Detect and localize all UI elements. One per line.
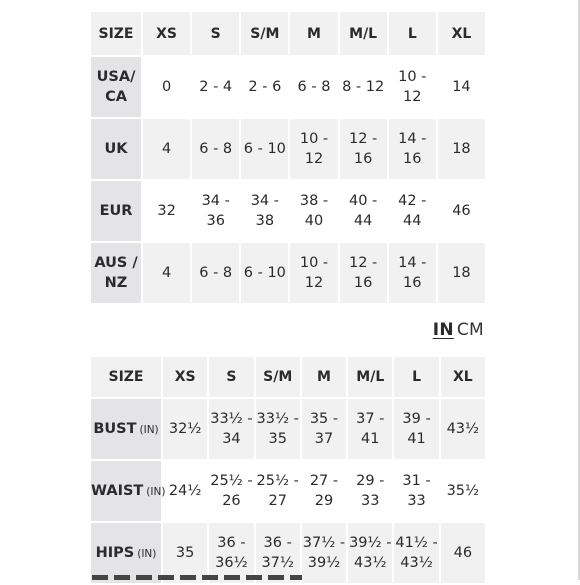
table-cell: 27 - 29 bbox=[302, 461, 346, 521]
table-cell: 10 - 12 bbox=[290, 243, 337, 303]
table-cell: 35 - 37 bbox=[302, 399, 346, 459]
table-cell: 14 - 16 bbox=[389, 119, 436, 179]
table-cell: 4 bbox=[143, 243, 190, 303]
row-label-eur: EUR bbox=[91, 181, 141, 241]
table-header-row bbox=[91, 357, 485, 397]
table-cell: 25½ - 26 bbox=[209, 461, 253, 521]
table-row bbox=[91, 399, 485, 459]
table-cell: 14 bbox=[438, 57, 485, 117]
row-label-unit: (IN) bbox=[139, 423, 159, 436]
table-cell: 41½ - 43½ bbox=[394, 523, 438, 583]
table-row bbox=[91, 243, 485, 303]
table-cell: 2 - 4 bbox=[192, 57, 239, 117]
row-label-hips bbox=[91, 523, 161, 583]
row-label-waist bbox=[91, 461, 166, 521]
table-cell: 37 - 41 bbox=[348, 399, 392, 459]
header-cell: L bbox=[389, 12, 436, 55]
table-cell: 37½ - 39½ bbox=[302, 523, 346, 583]
header-cell: S/M bbox=[241, 12, 288, 55]
header-cell: S bbox=[209, 357, 253, 397]
table-cell: 24½ bbox=[163, 461, 207, 521]
cropped-content-strip bbox=[92, 575, 302, 580]
table-cell: 35½ bbox=[441, 461, 485, 521]
header-cell: XS bbox=[163, 357, 207, 397]
row-label-text: WAIST bbox=[91, 482, 144, 499]
table-cell: 6 - 8 bbox=[192, 243, 239, 303]
table-cell: 10 - 12 bbox=[290, 119, 337, 179]
table-cell: 6 - 8 bbox=[192, 119, 239, 179]
table-header-row bbox=[91, 12, 485, 55]
row-label-bust bbox=[91, 399, 161, 459]
header-cell: XL bbox=[441, 357, 485, 397]
header-cell: M bbox=[290, 12, 337, 55]
table-cell: 39 - 41 bbox=[394, 399, 438, 459]
table-cell: 32½ bbox=[163, 399, 207, 459]
table-cell: 39½ - 43½ bbox=[348, 523, 392, 583]
table-cell: 42 - 44 bbox=[389, 181, 436, 241]
table-cell: 34 - 36 bbox=[192, 181, 239, 241]
table-cell: 32 bbox=[143, 181, 190, 241]
row-label-text: HIPS bbox=[95, 544, 135, 561]
table-cell: 35 bbox=[163, 523, 207, 583]
header-cell: XL bbox=[438, 12, 485, 55]
row-label-usa-ca: USA/ CA bbox=[91, 57, 141, 117]
international-size-table bbox=[89, 10, 487, 305]
unit-toggle bbox=[433, 320, 484, 340]
table-cell: 0 bbox=[143, 57, 190, 117]
header-cell: M/L bbox=[348, 357, 392, 397]
table-cell: 12 - 16 bbox=[340, 243, 387, 303]
table-cell: 2 - 6 bbox=[241, 57, 288, 117]
table-row bbox=[91, 119, 485, 179]
table-row bbox=[91, 523, 485, 583]
table-cell: 10 - 12 bbox=[389, 57, 436, 117]
table-cell: 38 - 40 bbox=[290, 181, 337, 241]
table-cell: 46 bbox=[438, 181, 485, 241]
table-cell: 31 - 33 bbox=[394, 461, 438, 521]
table-cell: 36 - 36½ bbox=[209, 523, 253, 583]
row-label-unit: (IN) bbox=[146, 485, 166, 498]
table-cell: 4 bbox=[143, 119, 190, 179]
table-cell: 33½ - 35 bbox=[256, 399, 300, 459]
unit-toggle-in[interactable]: IN bbox=[432, 320, 454, 340]
table-cell: 6 - 8 bbox=[290, 57, 337, 117]
table-cell: 43½ bbox=[441, 399, 485, 459]
header-cell: S/M bbox=[256, 357, 300, 397]
header-cell: XS bbox=[143, 12, 190, 55]
table-cell: 18 bbox=[438, 119, 485, 179]
unit-toggle-cm[interactable]: CM bbox=[456, 320, 484, 340]
table-cell: 6 - 10 bbox=[241, 119, 288, 179]
table-cell: 33½ - 34 bbox=[209, 399, 253, 459]
row-label-uk: UK bbox=[91, 119, 141, 179]
measurements-table bbox=[89, 355, 487, 585]
table-cell: 18 bbox=[438, 243, 485, 303]
table-cell: 6 - 10 bbox=[241, 243, 288, 303]
table-cell: 40 - 44 bbox=[340, 181, 387, 241]
table-cell: 46 bbox=[441, 523, 485, 583]
table-cell: 12 - 16 bbox=[340, 119, 387, 179]
header-cell: M bbox=[302, 357, 346, 397]
row-label-text: BUST bbox=[93, 420, 137, 437]
header-cell: M/L bbox=[340, 12, 387, 55]
header-cell: S bbox=[192, 12, 239, 55]
table-cell: 14 - 16 bbox=[389, 243, 436, 303]
table-cell: 8 - 12 bbox=[340, 57, 387, 117]
table-row bbox=[91, 181, 485, 241]
row-label-aus-nz: AUS / NZ bbox=[91, 243, 141, 303]
table-cell: 29 - 33 bbox=[348, 461, 392, 521]
table-row bbox=[91, 461, 485, 521]
table-row bbox=[91, 57, 485, 117]
table-cell: 34 - 38 bbox=[241, 181, 288, 241]
header-cell: SIZE bbox=[91, 12, 141, 55]
table-cell: 36 - 37½ bbox=[256, 523, 300, 583]
header-cell: SIZE bbox=[91, 357, 161, 397]
row-label-unit: (IN) bbox=[137, 547, 157, 560]
table-cell: 25½ - 27 bbox=[256, 461, 300, 521]
header-cell: L bbox=[394, 357, 438, 397]
